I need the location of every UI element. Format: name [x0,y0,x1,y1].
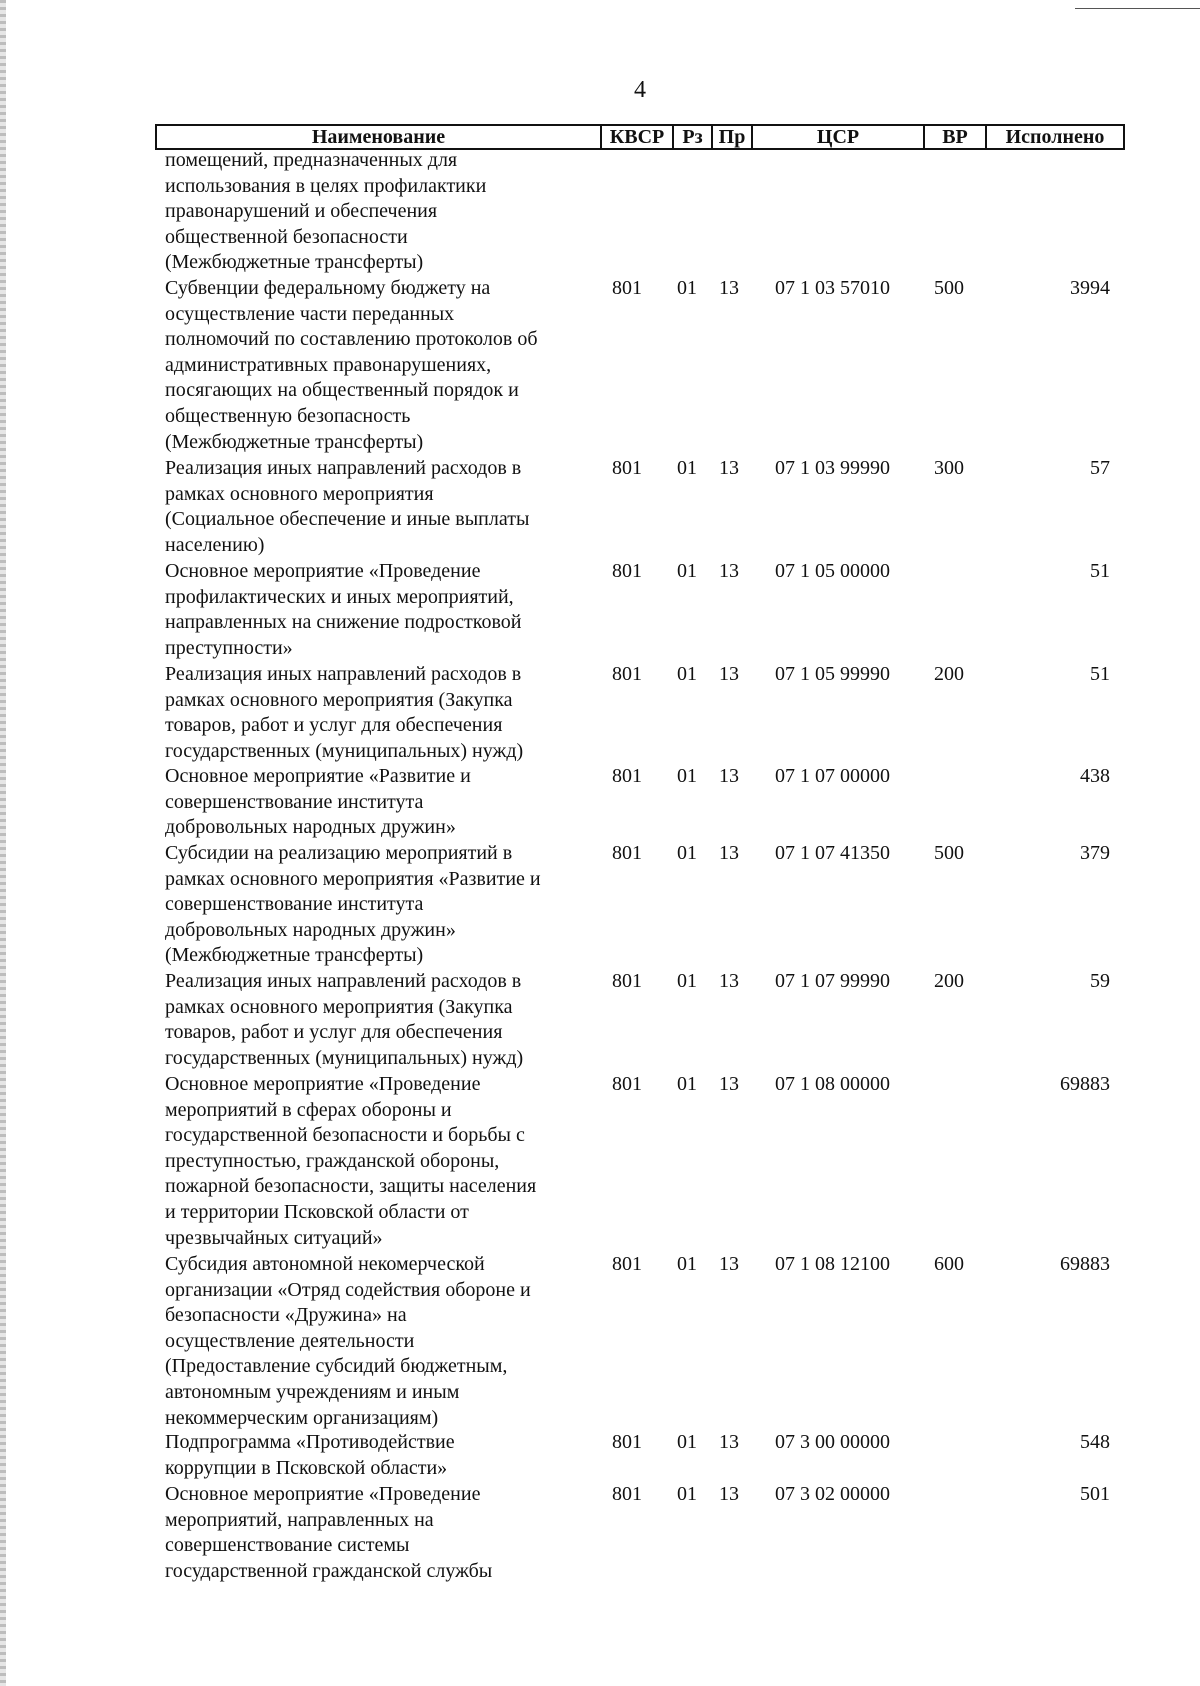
row-name: Основное мероприятие «Проведение профилактических и иных мероприятий, направленных на снижение подростковой преступности» [165,560,522,659]
row-name: Подпрограмма «Противодействие коррупции в Псковской области» [165,1431,455,1479]
row-csr: 07 1 07 00000 [775,765,890,787]
row-vr: 500 [934,842,964,864]
row-name: помещений, предназначенных для использования в целях профилактики правонарушений и обеспечения общественной безопасности (Межбюджетные трансферты) [165,149,487,274]
row-pr: 13 [719,1483,739,1505]
row-kvsr: 801 [612,765,642,787]
row-csr: 07 1 07 99990 [775,970,890,992]
row-vr: 300 [934,457,964,479]
row-executed: 379 [1080,842,1110,864]
row-vr: 200 [934,663,964,685]
row-csr: 07 3 02 00000 [775,1483,890,1505]
row-pr: 13 [719,765,739,787]
col-header-executed: Исполнено [1005,126,1105,148]
row-csr: 07 1 08 00000 [775,1073,890,1095]
row-name: Основное мероприятие «Проведение мероприятий, направленных на совершенствование системы государственной гражданской службы [165,1483,493,1582]
row-name: Субвенции федеральному бюджету на осуществление части переданных полномочий по составлению протоколов об административных правонарушениях, посягающих на общественный порядок и общественную безопасность (Межбюджетные трансферты) [165,277,538,453]
row-pr: 13 [719,970,739,992]
row-csr: 07 1 05 00000 [775,560,890,582]
row-executed: 59 [1090,970,1110,992]
row-rz: 01 [677,277,697,299]
col-header-pr: Пр [718,126,746,148]
row-kvsr: 801 [612,663,642,685]
row-csr: 07 1 07 41350 [775,842,890,864]
row-kvsr: 801 [612,277,642,299]
row-rz: 01 [677,765,697,787]
row-kvsr: 801 [612,842,642,864]
row-name: Субсидии на реализацию мероприятий в рамках основного мероприятия «Развитие и совершенствование института добровольных народных дружин» (Межбюджетные трансферты) [165,842,541,967]
row-kvsr: 801 [612,1073,642,1095]
row-rz: 01 [677,457,697,479]
row-pr: 13 [719,842,739,864]
table-header [155,124,1125,150]
row-executed: 3994 [1070,277,1110,299]
row-csr: 07 1 05 99990 [775,663,890,685]
row-kvsr: 801 [612,970,642,992]
row-csr: 07 3 00 00000 [775,1431,890,1453]
row-rz: 01 [677,663,697,685]
row-rz: 01 [677,1483,697,1505]
row-pr: 13 [719,1253,739,1275]
scan-edge [0,0,6,1686]
row-executed: 57 [1090,457,1110,479]
col-header-rz: Рз [682,126,703,148]
row-executed: 69883 [1060,1253,1110,1275]
row-vr: 500 [934,277,964,299]
row-rz: 01 [677,1431,697,1453]
row-name: Реализация иных направлений расходов в рамках основного мероприятия (Закупка товаров, работ и услуг для обеспечения государственных (муниципальных) нужд) [165,663,524,762]
row-name: Основное мероприятие «Проведение мероприятий в сферах обороны и государственной безопасности и борьбы с преступностью, гражданской обороны, пожарной безопасности, защиты населения и территории Псковской области от чрезвычайных ситуаций» [165,1073,537,1249]
row-pr: 13 [719,1431,739,1453]
row-rz: 01 [677,970,697,992]
row-csr: 07 1 03 57010 [775,277,890,299]
row-kvsr: 801 [612,560,642,582]
row-vr: 600 [934,1253,964,1275]
row-pr: 13 [719,457,739,479]
row-pr: 13 [719,1073,739,1095]
row-executed: 501 [1080,1483,1110,1505]
page-number: 4 [634,77,646,103]
row-csr: 07 1 03 99990 [775,457,890,479]
row-rz: 01 [677,560,697,582]
row-kvsr: 801 [612,457,642,479]
row-executed: 51 [1090,560,1110,582]
row-kvsr: 801 [612,1431,642,1453]
row-rz: 01 [677,842,697,864]
col-header-name: Наименование [311,126,446,148]
row-rz: 01 [677,1073,697,1095]
col-header-kvsr: КВСР [609,126,665,148]
row-kvsr: 801 [612,1253,642,1275]
row-pr: 13 [719,277,739,299]
row-csr: 07 1 08 12100 [775,1253,890,1275]
row-pr: 13 [719,663,739,685]
row-name: Субсидия автономной некомерческой организации «Отряд содействия обороне и безопасности «Дружина» на осуществление деятельности (Предоставление субсидий бюджетным, автономным учреждениям и иным некоммерческим организациям) [165,1253,531,1429]
row-pr: 13 [719,560,739,582]
row-name: Реализация иных направлений расходов в рамках основного мероприятия (Закупка товаров, работ и услуг для обеспечения государственных (муниципальных) нужд) [165,970,524,1069]
row-executed: 438 [1080,765,1110,787]
col-header-vr: ВР [942,126,968,148]
scan-corner-line [1075,8,1200,9]
row-name: Реализация иных направлений расходов в рамках основного мероприятия (Социальное обеспечение и иные выплаты населению) [165,457,530,556]
row-executed: 51 [1090,663,1110,685]
row-executed: 69883 [1060,1073,1110,1095]
row-rz: 01 [677,1253,697,1275]
row-vr: 200 [934,970,964,992]
row-name: Основное мероприятие «Развитие и совершенствование института добровольных народных дружин» [165,765,471,839]
row-kvsr: 801 [612,1483,642,1505]
col-header-csr: ЦСР [816,126,860,148]
row-executed: 548 [1080,1431,1110,1453]
